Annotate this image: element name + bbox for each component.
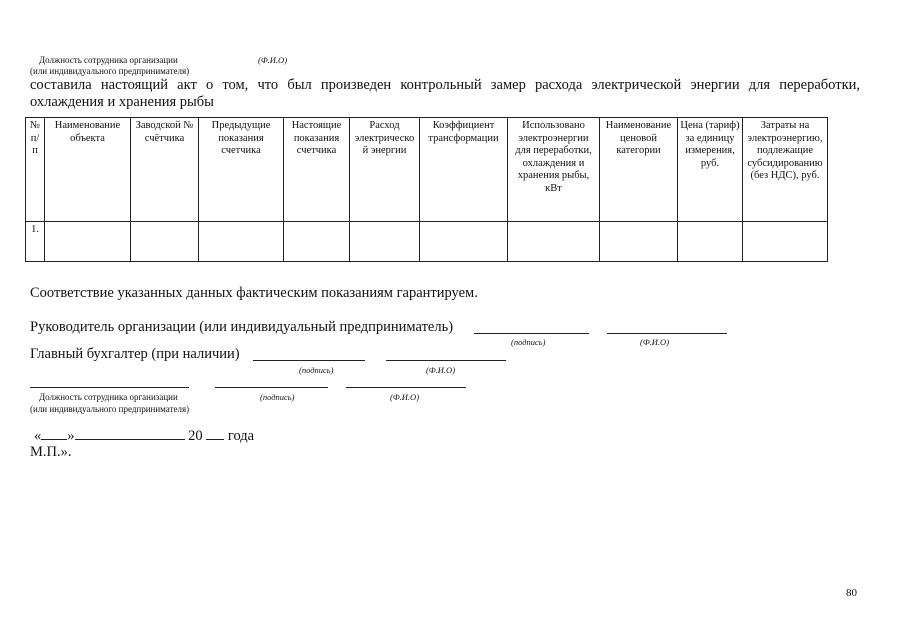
date-year-suffix: года (227, 428, 255, 444)
accountant-fio-caption: (Ф.И.О) (426, 365, 456, 375)
intro-line-1: составила настоящий акт о том, что был произведен контрольный замер расхода электрической энергии для переработки, (30, 77, 860, 93)
head-signature-line (474, 333, 589, 334)
date-month-blank (75, 427, 185, 440)
col-header-consumption: Расход электрической энергии (350, 118, 420, 222)
measurement-table (25, 117, 828, 262)
guarantee-text: Соответствие указанных данных фактическим показаниям гарантируем. (30, 285, 478, 301)
table-cell: 1. (26, 222, 45, 262)
table-cell (420, 222, 508, 262)
head-label: Руководитель организации (или индивидуальный предприниматель) (30, 319, 454, 335)
accountant-signature-caption: (подпись) (299, 365, 334, 375)
col-header-costs: Затраты на электроэнергию, подлежащие субсидированию (без НДС), руб. (743, 118, 828, 222)
table-cell (743, 222, 828, 262)
employee-fio-line (346, 387, 466, 388)
col-header-object: Наименование объекта (45, 118, 131, 222)
col-header-tariff: Цена (тариф) за единицу измерения, руб. (678, 118, 743, 222)
fio-caption-top: (Ф.И.О) (258, 55, 288, 65)
employee-signature-caption: (подпись) (260, 392, 295, 402)
table-cell (199, 222, 284, 262)
col-header-previous-readings: Предыдущие показания счетчика (199, 118, 284, 222)
col-header-meter-number: Заводской № счётчика (131, 118, 199, 222)
employee-fio-caption: (Ф.И.О) (390, 392, 420, 402)
intro-line-2: охлаждения и хранения рыбы (30, 94, 214, 110)
date-open-quote: « (34, 428, 42, 444)
table-cell (678, 222, 743, 262)
head-signature-caption: (подпись) (511, 337, 546, 347)
col-header-current-readings: Настоящие показания счетчика (284, 118, 350, 222)
col-header-energy-used: Использовано электроэнергии для переработки, охлаждения и хранения рыбы, кВт (508, 118, 600, 222)
employee-signature-line (215, 387, 328, 388)
position-caption-top: Должность сотрудника организации (39, 55, 178, 65)
table-cell (600, 222, 678, 262)
table-header-row (26, 118, 828, 222)
page-number: 80 (846, 587, 857, 599)
col-header-transform-coef: Коэффициент трансформации (420, 118, 508, 222)
table-cell (45, 222, 131, 262)
stamp-label: М.П.». (30, 444, 72, 460)
employee-position-line (30, 387, 189, 388)
employee-position-caption: Должность сотрудника организации (39, 392, 178, 402)
head-fio-caption: (Ф.И.О) (640, 337, 670, 347)
col-header-number: № п/п (26, 118, 45, 222)
date-year-blank (206, 427, 224, 440)
table-row (26, 222, 828, 262)
date-line (34, 427, 254, 445)
employee-position-caption-sub: (или индивидуального предпринимателя) (30, 404, 190, 414)
table-cell (131, 222, 199, 262)
table-cell (350, 222, 420, 262)
date-year-prefix: 20 (188, 428, 203, 444)
table-cell (284, 222, 350, 262)
table-cell (508, 222, 600, 262)
head-fio-line (607, 333, 727, 334)
col-header-price-category: Наименование ценовой категории (600, 118, 678, 222)
accountant-signature-line (253, 360, 365, 361)
position-caption-top-sub: (или индивидуального предпринимателя) (30, 66, 190, 76)
accountant-fio-line (386, 360, 506, 361)
accountant-label: Главный бухгалтер (при наличии) (30, 346, 240, 362)
date-close-quote: » (67, 428, 75, 444)
date-day-blank (41, 427, 67, 440)
